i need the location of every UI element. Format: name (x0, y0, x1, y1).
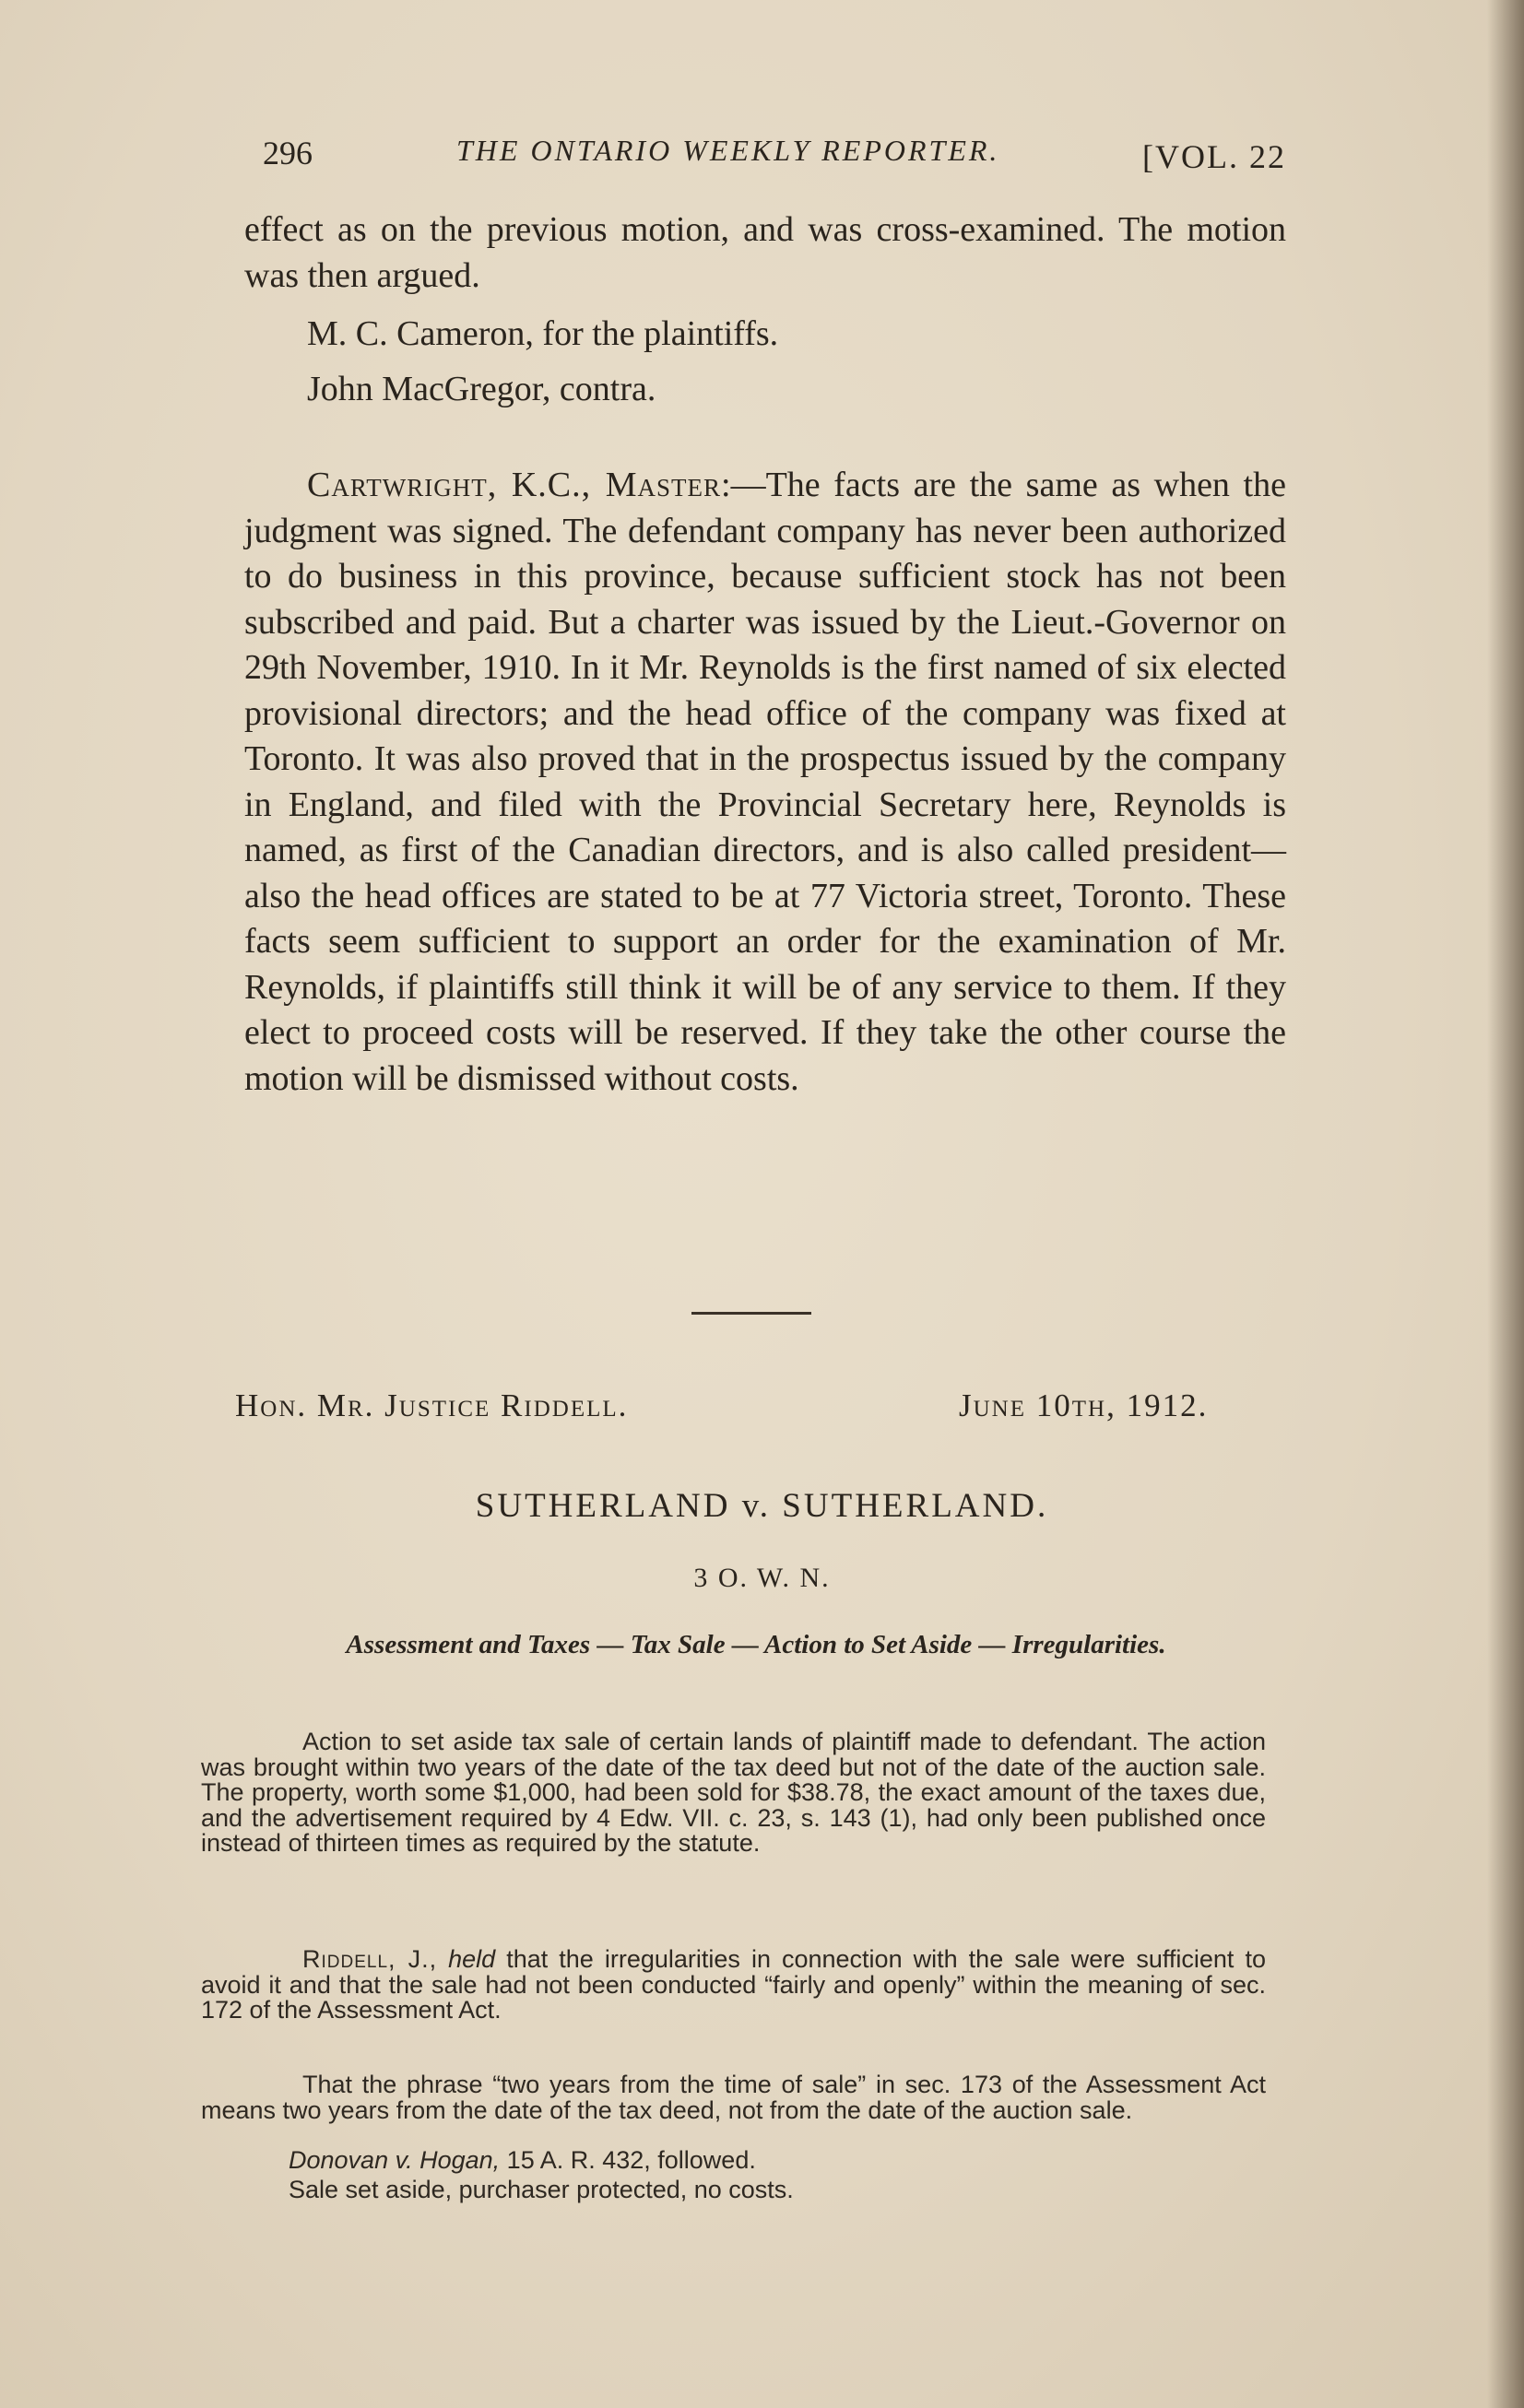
holding-text: that the irregularities in connection with the sale were sufficient to avoid it and that the sale had not been conducted “fairly and openly” within the meaning of sec. 172 of the Assessment Act. (201, 1945, 1266, 2024)
running-head (263, 134, 1286, 180)
page-edge-shadow (1487, 0, 1524, 2408)
judgment-speaker: Cartwright, K.C., Master (307, 466, 722, 504)
counsel-contra: John MacGregor, contra. (307, 370, 656, 408)
headnote-disposition: Sale set aside, purchaser protected, no costs. (289, 2176, 794, 2203)
judge-name: Hon. Mr. Justice Riddell. (235, 1387, 629, 1423)
judgment-text: :—The facts are the same as when the judgment was signed. The defendant company has never been authorized to do business in this province, because sufficient stock has not been subscribed and paid. But a charter was issued by the Lieut.-Governor on 29th November, 1910. In it Mr. Reynolds is the first named of six elected provisional directors; and the head office of the company was fixed at Toronto. It was also proved that in the prospectus issued by the company in England, and filed with the Provincial Secretary here, Reynolds is named, as first of the Canadian directors, and is also called president—also the head offices are stated to be at 77 Victoria street, Toronto. These facts seem sufficient to support an order for the examination of Mr. Reynolds, if plaintiffs still think it will be of any service to them. If they elect to proceed costs will be reserved. If they take the other course the motion will be dismissed without costs. (244, 466, 1286, 1098)
judgment-date: June 10th, 1912. (959, 1387, 1209, 1423)
journal-title: THE ONTARIO WEEKLY REPORTER. (456, 134, 1000, 167)
intro-paragraph: effect as on the previous motion, and was cross-examined. The motion was then argued. (244, 210, 1286, 295)
headnote-limitation: That the phrase “two years from the time of sale” in sec. 173 of the Assessment Act means two years from the date of the tax deed, not from the date of the auction sale. (201, 2071, 1266, 2124)
counsel-plaintiffs: M. C. Cameron, for the plaintiffs. (307, 314, 779, 353)
volume-label: [VOL. 22 (1142, 138, 1286, 175)
authority-case: Donovan v. Hogan, (289, 2146, 501, 2174)
authority-text: 15 A. R. 432, followed. (506, 2146, 756, 2174)
page-number: 296 (263, 135, 313, 171)
catchwords: Assessment and Taxes — Tax Sale — Action to Set Aside — Irregularities. (346, 1630, 1166, 1659)
judgment-paragraph (244, 463, 1286, 1102)
holding-judge: Riddell, J., (302, 1945, 438, 1973)
case-title: SUTHERLAND v. SUTHERLAND. (475, 1487, 1049, 1525)
headnote-holding (201, 1947, 1266, 2024)
headnote-authority (201, 2148, 1266, 2174)
section-divider (691, 1312, 811, 1315)
case-citation: 3 O. W. N. (693, 1563, 831, 1593)
headnote-facts: Action to set aside tax sale of certain lands of plaintiff made to defendant. The action was brought within two years of the date of the tax deed but not of the date of the auction sale. The property, worth some $1,000, had been sold for $38.78, the exact amount of the taxes due, and the advertisement required by 4 Edw. VII. c. 23, s. 143 (1), had only been published once instead of thirteen times as required by the statute. (201, 1728, 1266, 1857)
holding-held: held (448, 1945, 496, 1973)
